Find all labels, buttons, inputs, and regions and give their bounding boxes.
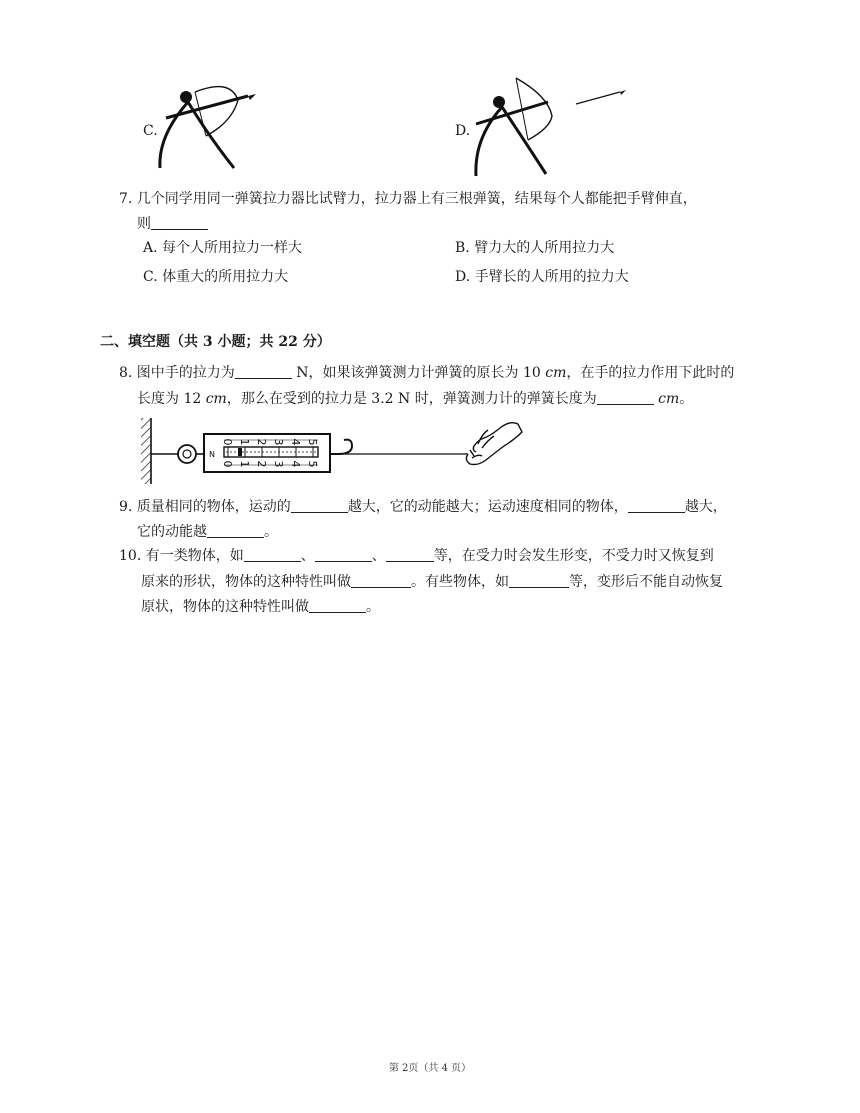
q10-text: 。 bbox=[366, 599, 380, 615]
q9-text: 越大，它的动能越大；运动速度相同的物体， bbox=[347, 499, 628, 515]
q10-blank-4[interactable] bbox=[351, 573, 411, 588]
q10-line3 bbox=[141, 597, 380, 617]
q10-blank-1[interactable] bbox=[244, 547, 301, 562]
q8-text: 。 bbox=[679, 391, 694, 407]
q9-blank-1[interactable] bbox=[291, 498, 348, 513]
q8-text: 8. 图中手的拉力为 bbox=[119, 365, 235, 381]
unit-cm: cm bbox=[545, 365, 567, 381]
page-footer: 第 2页（共 4 页） bbox=[388, 1063, 472, 1074]
q8-text: 长度为 12 bbox=[137, 391, 206, 407]
q10-blank-6[interactable] bbox=[309, 598, 366, 613]
ring-hook bbox=[178, 445, 196, 463]
option-d-label: D. bbox=[455, 123, 471, 139]
q10-text: 原状，物体的这种特性叫做 bbox=[141, 599, 309, 615]
q8-text: ，那么在受到的拉力是 3.2 N 时，弹簧测力计的弹簧长度为 bbox=[226, 391, 597, 407]
q7-stem-line1: 7. 几个同学用同一弹簧拉力器比试臂力，拉力器上有三根弹簧，结果每个人都能把手臂伸直， bbox=[119, 191, 697, 207]
q10-text: 原来的形状，物体的这种特性叫做 bbox=[141, 574, 351, 590]
section-title: 二、填空题（共 3 小题；共 22 分） bbox=[100, 334, 331, 350]
q9-text: 9. 质量相同的物体，运动的 bbox=[119, 499, 291, 515]
q10-line2 bbox=[141, 572, 723, 592]
q7-stem-text: 则 bbox=[137, 216, 151, 232]
q7-option-a: A. 每个人所用拉力一样大 bbox=[143, 240, 303, 256]
unit-cm: cm bbox=[205, 391, 227, 407]
q9-text: 越大， bbox=[684, 499, 727, 515]
q9-blank-2[interactable] bbox=[628, 498, 685, 513]
q10-text: 。有些物体，如 bbox=[411, 574, 509, 590]
q8-text: N，如果该弹簧测力计弹簧的原长为 10 bbox=[291, 365, 546, 381]
scale-upper-label-2: 2 bbox=[255, 438, 268, 446]
q8-line1 bbox=[119, 363, 734, 383]
scale-upper-label-1: 1 bbox=[238, 438, 251, 446]
q8-blank-force[interactable] bbox=[235, 364, 292, 379]
option-c-label: C. bbox=[143, 123, 158, 139]
scale-lower-label-4: 4 bbox=[289, 460, 302, 468]
scale-unit: N bbox=[209, 450, 215, 459]
q7-option-c: C. 体重大的所用拉力大 bbox=[143, 269, 289, 285]
q10-text: 等，在受力时会发生形变，不受力时又恢复到 bbox=[433, 548, 714, 564]
q10-blank-2[interactable] bbox=[315, 547, 372, 562]
q8-blank-length[interactable] bbox=[597, 390, 654, 405]
q9-line1 bbox=[119, 497, 727, 517]
archer-figure-d bbox=[466, 76, 636, 178]
hook bbox=[330, 440, 352, 454]
q10-text: 等，变形后不能自动恢复 bbox=[569, 574, 723, 590]
unit-cm: cm bbox=[658, 391, 680, 407]
q8-line2 bbox=[137, 389, 693, 409]
q7-option-d: D. 手臂长的人所用的拉力大 bbox=[455, 269, 629, 285]
archer-figure-c bbox=[150, 78, 270, 178]
scale-lower-label-5: 5 bbox=[306, 460, 319, 468]
q10-separator: 、 bbox=[300, 548, 315, 564]
q9-blank-3[interactable] bbox=[207, 523, 264, 538]
scale-lower-label-2: 2 bbox=[255, 460, 268, 468]
q10-line1 bbox=[119, 546, 714, 566]
q7-option-b: B. 臂力大的人所用拉力大 bbox=[455, 240, 615, 256]
q8-text: ，在手的拉力作用下此时的 bbox=[566, 365, 735, 381]
scale-lower-label-1: 1 bbox=[238, 460, 251, 468]
q9-text: 它的动能越 bbox=[137, 524, 207, 540]
q10-blank-5[interactable] bbox=[509, 573, 569, 588]
q7-answer-blank[interactable] bbox=[151, 215, 208, 230]
pointer bbox=[238, 448, 242, 456]
q10-text: 10. 有一类物体，如 bbox=[119, 548, 244, 564]
q10-separator: 、 bbox=[371, 548, 386, 564]
scale-lower-label-0: 0 bbox=[221, 460, 234, 468]
scale-upper-label-0: 0 bbox=[221, 438, 234, 446]
wall bbox=[141, 418, 151, 484]
scale-lower-label-3: 3 bbox=[272, 460, 285, 468]
scale-upper-label-4: 4 bbox=[289, 438, 302, 446]
scale-upper-label-3: 3 bbox=[272, 438, 285, 446]
q10-blank-3[interactable] bbox=[386, 547, 434, 562]
q9-line2 bbox=[137, 522, 278, 542]
spring-scale-figure bbox=[138, 414, 528, 486]
q9-text: 。 bbox=[264, 524, 278, 540]
q7-stem-line2 bbox=[137, 214, 208, 234]
scale-upper-label-5: 5 bbox=[306, 438, 319, 446]
hand-drawing bbox=[466, 423, 522, 465]
